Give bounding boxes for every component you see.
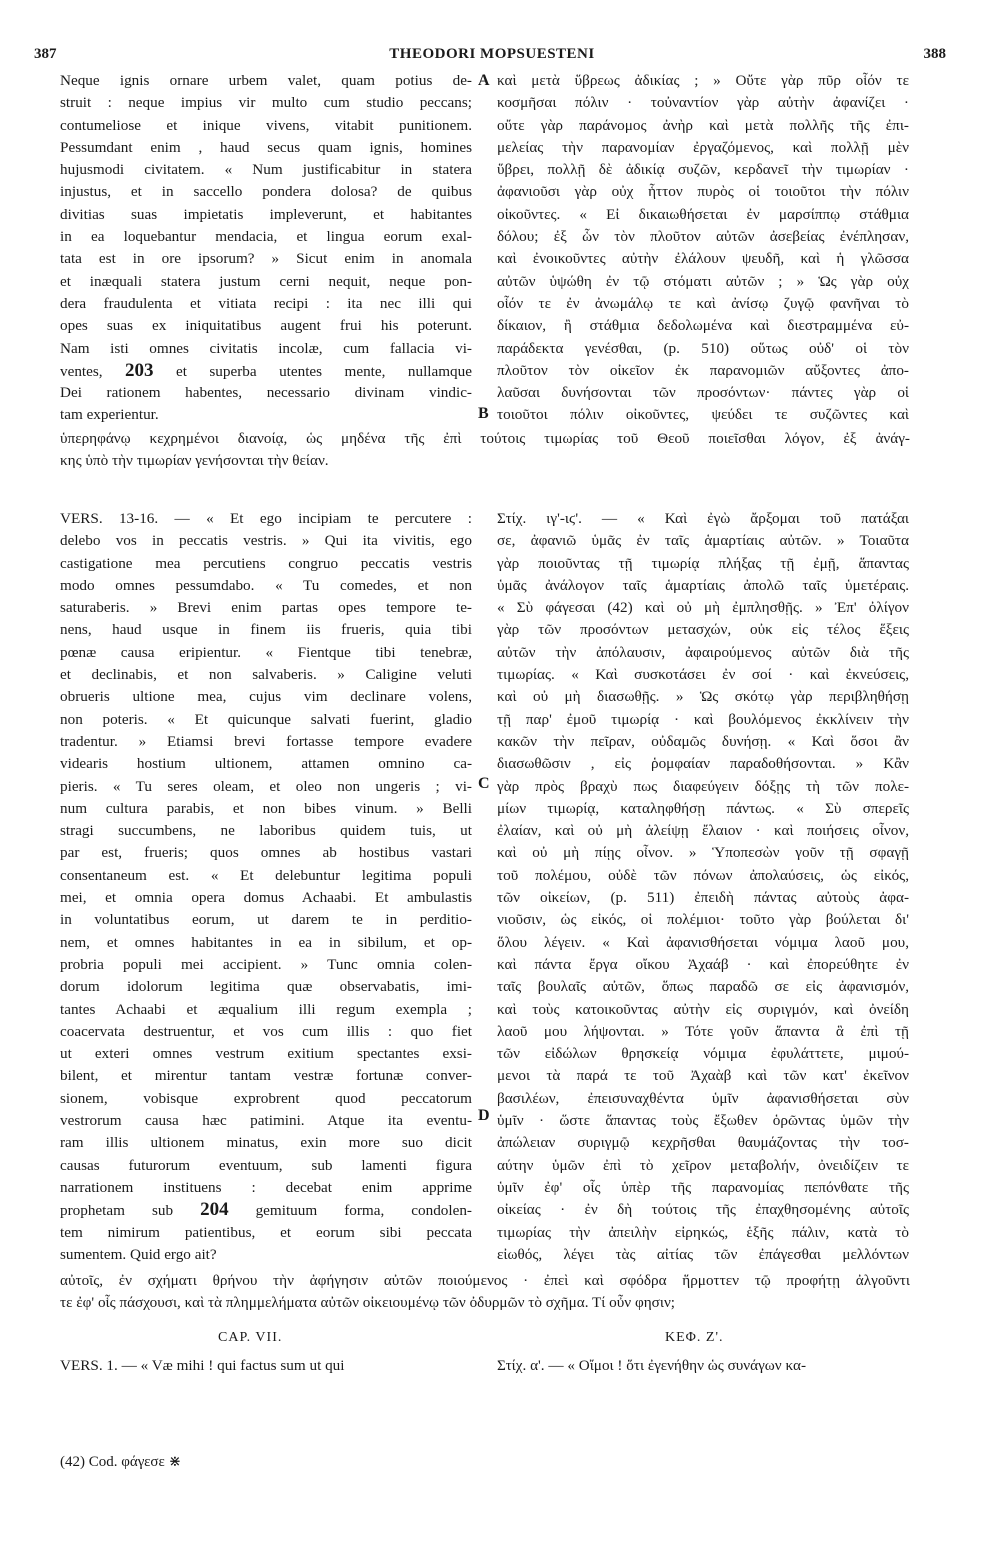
text-line: videaris hostium ultionem, attamen omnino ca-: [60, 755, 472, 773]
chapter-heading-latin: CAP. VII.: [218, 1330, 283, 1345]
text-line: αὐτῶν ὑψώθη ἐν τῷ στόματι αὐτῶν ; » Ὡς γὰρ οὐχ: [497, 272, 909, 290]
text-line: injustus, et in saccello pondera dolosa? de quibus: [60, 183, 472, 201]
text-line: αὐτοῖς, ἐν σχήματι θρήνου τὴν ἀφήγησιν αὐτῶν ποιούμενος · ἐπεὶ καὶ σφόδρα ἥρμοττεν τῷ προφήτῃ ἀλγοῦντι: [60, 1272, 910, 1289]
margin-letter-a: A: [478, 72, 490, 89]
text-line: saturaberis. » Brevi enim partas opes tempore te-: [60, 599, 472, 617]
text-line: opes suas ex iniquitatibus augent frui his poterunt.: [60, 317, 472, 335]
text-line: εἰωθός, λέγει τὰς αἰτίας τῶν ἐπάγεσθαι μελλόντων: [497, 1245, 909, 1263]
text-line: stragi succumbens, ne laboribus quidem tuis, ut: [60, 822, 472, 840]
footnote: (42) Cod. φάγεσε ⋇: [60, 1454, 182, 1470]
full-width-block-1: [60, 428, 910, 473]
text-line: μενοι τὰ παρά τε τοῦ Ἀχαὰβ καὶ τῶν κατ' ἐκεῖνον: [497, 1067, 909, 1085]
text-line: prophetam sub 204 gemituum forma, condolen-: [60, 1199, 472, 1221]
verse-greek: [497, 1355, 909, 1377]
text-line: Nam isti omnes civitatis incolæ, cum fallacia vi-: [60, 339, 472, 357]
text-line: οἰκοῦντες. « Εἰ δικαιωθήσεται ἐν μαρσίππῳ στάθμια: [497, 205, 909, 223]
text-line: vestrorum causa hæc patimini. Atque ita eventu-: [60, 1112, 472, 1130]
text-line: mei, et omnia opera domus Achaabi. Et ambulastis: [60, 889, 472, 907]
text-line: « Σὺ φάγεσαι (42) καὶ οὐ μὴ ἐμπλησθῇς. » Ἐπ' ὀλίγον: [497, 599, 909, 617]
text-line: probria populi mei accipient. » Tunc omnia colen-: [60, 955, 472, 973]
text-line: Dei rationem habentes, necessario divinam vindic-: [60, 384, 472, 402]
text-line: dorum idolorum legitima quæ observabatis, imi-: [60, 978, 472, 996]
text-line: VERS. 1. — « Væ mihi ! qui factus sum ut qui: [60, 1357, 345, 1374]
text-line: pieris. « Tu seres olеam, et oleo non ungeris ; vi-: [60, 777, 472, 795]
text-line: τοιοῦτοι πόλιν οἰκοῦντες, ψεύδει τε συζῶντες καὶ: [497, 406, 909, 424]
text-line: τε ἐφ' οἷς πάσχουσι, καὶ τὰ πλημμελήματα αὐτῶν οἰκειουμένῳ τῶν ὀδυρμῶν τὸ σχῆμα. Τί οὖν φησιν;: [60, 1294, 676, 1312]
text-line: σε, ἀφανιῶ ὑμᾶς ἐν ταῖς ἁμαρτίαις αὐτῶν. » Τοιαῦτα: [497, 532, 909, 550]
text-line: ὕβρει, πολλῇ δὲ ἀδικίᾳ συζῶν, κερδανεῖ τὴν τιμωρίαν ·: [497, 161, 909, 179]
margin-letter-c: C: [478, 775, 490, 792]
text-line: καὶ τοὺς κατοικοῦντας αὐτὴν εἰς συριγμόν, καὶ ὀνείδη: [497, 1000, 909, 1018]
text-line: struit : neque impius vir multo cum studio peccans;: [60, 94, 472, 112]
text-line: αύτην ὑμῶν ἐπὶ τὸ χεῖρον μεταβολήν, ὀνειδίζειν τε: [497, 1156, 909, 1174]
text-line: παράδεκτα γενέσθαι, (p. 510) οὕτως οὐδ' οἱ τὸν: [497, 339, 909, 357]
text-line: καὶ πάντα ἔργα οἴκου Ἀχαάβ · καὶ ἐπορεύθητε ἐν: [497, 955, 909, 973]
text-line: Στίχ. α'. — « Οἴμοι ! ὅτι ἐγενήθην ὡς συνάγων κα-: [497, 1357, 806, 1374]
text-line: delebo vos in peccatis vestris. » Qui ita vivitis, ego: [60, 532, 472, 550]
text-line: num cultura parabis, et non bibes vinum. » Belli: [60, 799, 472, 817]
text-line: μίων τιμωρίᾳ, καταληφθήσῃ πάντως. « Σὺ σπερεῖς: [497, 799, 909, 817]
text-line: ὑμῖν · ὥστε ἅπαντας τοὺς ἔξωθεν ὁρῶντας ὑμῶν τὴν: [497, 1112, 909, 1130]
text-line: οἰκείας · ἐν δὴ τούτοις τῆς ἐπαχθησομένης αὐτοῖς: [497, 1201, 909, 1219]
text-line: ἀπώλειαν συριγμῷ κεχρῆσθαι θαυμάζοντας τὴν τοσ-: [497, 1134, 909, 1152]
text-line: et declinabis, et non salvaberis. » Caligine veluti: [60, 666, 472, 684]
text-line: αὐτῶν τὴν ἀπόλαυσιν, ἀφαιρούμενος αὐτῶν διὰ τῆς: [497, 643, 909, 661]
text-line: hujusmodi civitatem. « Num justificabitur in statera: [60, 161, 472, 179]
text-line: οἷόν τε ἐν ἀνωμάλῳ τε καὶ ἀνίσῳ ζυγῷ φανῆναι τὸ: [497, 294, 909, 312]
margin-letter-d: D: [478, 1107, 490, 1124]
text-line: γὰρ τῶν προσόντων μετασχών, οὐκ εἰς τέλος ἕξεις: [497, 621, 909, 639]
text-line: καὶ οὐ μὴ πίῃς οἶνον. » Ὑποπεσὼν γοῦν τῇ σφαγῇ: [497, 844, 909, 862]
text-line: λαῦσαι δυνήσονται τῶν προσόντων· πάντες γὰρ οἱ: [497, 384, 909, 402]
text-line: tradentur. » Etiamsi brevi fortasse tempore evadere: [60, 732, 472, 750]
text-line: ἀφανιοῦσι γὰρ οὐχ ἧττον πυρὸς οἱ τοιοῦτοι τὴν πόλιν: [497, 183, 909, 201]
page-number-right: 388: [923, 46, 946, 62]
text-line: Στίχ. ιγ'-ιϛ'. — « Καὶ ἐγὼ ἄρξομαι τοῦ πατάξαι: [497, 510, 909, 527]
text-line: τῶν εἰδώλων θρησκείᾳ νόμιμα ἐφυλάττετε, μιμού-: [497, 1045, 909, 1063]
text-line: οὔτε γὰρ παράνομος ἀνὴρ καὶ μετὰ πολλῆς τῆς ἐπι-: [497, 116, 909, 134]
latin-column-mid: [60, 508, 472, 1266]
greek-column-mid: [497, 508, 909, 1266]
text-line: ταῖς βουλαῖς αὐτῶν, ὅπως παραδῶ σε εἰς ἀφανισμόν,: [497, 978, 909, 996]
page-header: [0, 46, 984, 70]
text-line: coacervata destruentur, et vos cum illis : quo fiet: [60, 1022, 472, 1040]
text-line: narrationem instituens : decebat enim apprime: [60, 1178, 472, 1196]
greek-column-top: [497, 70, 909, 427]
text-line: bilent, et mirentur tantam vestræ fortunæ conver-: [60, 1067, 472, 1085]
text-line: ὅλου λέγειν. « Καὶ ἀφανισθήσεται νόμιμα λαοῦ μου,: [497, 933, 909, 951]
text-line: tata est in ore ipsorum? » Sicut enim in anomala: [60, 250, 472, 268]
text-line: τοῦ πολέμου, οὐδὲ τῶν πόνων ἀπολαύσεις, ὡς εἰκός,: [497, 866, 909, 884]
text-line: ut exteri omnes vestrum exitium spectantes exsi-: [60, 1045, 472, 1063]
column-number: 203: [125, 359, 154, 381]
text-line: τιμωρίας τὴν ἀπειλὴν εἰρηκώς, ἑξῆς πάλιν, κατὰ τὸ: [497, 1223, 909, 1241]
text-line: τιμωρίας. « Καὶ συσκοτάσει ἐν σοί · καὶ ἐκνεύσεις,: [497, 666, 909, 684]
text-line: sionem, vobisque exprobrent quod peccatorum: [60, 1089, 472, 1107]
text-line: Neque ignis ornare urbem valet, quam potius de-: [60, 72, 472, 89]
text-line: κης ὑπὸ τὴν τιμωρίαν γενήσονται τὴν θείαν.: [60, 452, 329, 470]
text-line: πλοῦτον τὸν οἰκεῖον ἐκ παρανομιῶν αὔξοντες ἀπο-: [497, 361, 909, 379]
text-line: nens, haud usque in finem iis frueris, quia tibi: [60, 621, 472, 639]
text-line: obrueris ultione mea, cujus vim declinare volens,: [60, 688, 472, 706]
text-line: τῶν οἰκείων, (p. 511) ἐπειδὴ πάντας αὐτοὺς ἀφα-: [497, 889, 909, 907]
text-line: sumentem. Quid ergo ait?: [60, 1245, 217, 1263]
chapter-heading-greek: ΚΕΦ. Ζ'.: [665, 1330, 724, 1345]
full-width-block-2: [60, 1270, 910, 1315]
text-line: causas futurorum eventuum, sub lamenti figura: [60, 1156, 472, 1174]
text-line: ram illis ultionem minatus, exin more suo dicit: [60, 1134, 472, 1152]
text-line: tem nimirum patientibus, et eorum sibi peccata: [60, 1223, 472, 1241]
text-line: dera fraudulenta et vitiata recipi : ita nec illi qui: [60, 294, 472, 312]
text-line: VERS. 13-16. — « Et ego incipiam te percutere :: [60, 510, 472, 527]
text-line: γὰρ πρὸς βραχὺ πως διαφεύγειν δόξῃς τὴ τῶν πολε-: [497, 777, 909, 795]
text-line: κακῶν τὴν πεῖραν, οὐδαμῶς δυνήσῃ. « Καὶ ὅσοι ἂν: [497, 732, 909, 750]
text-line: ὑμᾶς ἀνάλογον ταῖς ἁμαρτίαις ἀπολῶ ταῖς ὑμετέραις.: [497, 576, 909, 594]
text-line: Pessumdant enim , haud secus quam ignis, homines: [60, 138, 472, 156]
text-line: ὑμῖν ἐφ' οἷς ὑπὲρ τῆς παρανομίας πεπόνθατε τῆς: [497, 1178, 909, 1196]
text-line: in voluntatibus eorum, ut darem te in perditio-: [60, 911, 472, 929]
latin-column-top: [60, 70, 472, 427]
column-number: 204: [200, 1199, 229, 1221]
text-line: μελείας τὴν παρανομίαν ἐργαζόμενος, καὶ πολλῇ μὲν: [497, 138, 909, 156]
text-line: διασωθῶσιν , εἰς ῥομφαίαν παραδοθήσονται. » Κἂν: [497, 755, 909, 773]
verse-latin: [60, 1355, 472, 1377]
text-line: nem, et omnes habitantes in ea in sibilum, et op-: [60, 933, 472, 951]
text-line: τῇ παρ' ἐμοῦ τιμωρίᾳ · καὶ βουλόμενος ἐκκλίνειν τὴν: [497, 710, 909, 728]
text-line: modo omnes pessumdabo. « Tu comedes, et non: [60, 576, 472, 594]
text-line: in ea loquebantur mendacia, et lingua eorum exal-: [60, 228, 472, 246]
text-line: βασιλέων, ἐπεισυναχθέντα ὑμῖν ἀφανισθήσεται σὺν: [497, 1089, 909, 1107]
page-number-left: 387: [34, 46, 57, 62]
text-line: contumeliose et inique vivens, vitabit punitionem.: [60, 116, 472, 134]
text-line: par est, frueris; quos omnes ab hostibus vastari: [60, 844, 472, 862]
text-line: tantes Achaabi et æqualium illi regum exempla ;: [60, 1000, 472, 1018]
text-line: castigatione mea percutiens congruo peccatis vestris: [60, 554, 472, 572]
text-line: consentaneum est. « Et delebuntur legitima populi: [60, 866, 472, 884]
text-line: tam experientur.: [60, 406, 159, 424]
text-line: ventes, 203 et superba utentes mente, nullamque: [60, 359, 472, 381]
text-line: καὶ οὐ μὴ διασωθῇς. » Ὡς σκότῳ γὰρ περιβληθήσῃ: [497, 688, 909, 706]
text-line: νιοῦσιν, ὡς εἰκός, οἱ πολέμιοι· τοῦτο γὰρ βούλεται δι': [497, 911, 909, 929]
text-line: λαοῦ μου λήψονται. » Τότε γοῦν ἅπαντα ἃ ἐπὶ τῇ: [497, 1022, 909, 1040]
text-line: pœnæ causa eripientur. « Fientque tibi tenebræ,: [60, 643, 472, 661]
text-line: δόλου; ἐξ ὧν τὸν πλοῦτον αὐτῶν ἀσεβείας ἐνέπλησαν,: [497, 228, 909, 246]
text-line: καὶ μετὰ ὕβρεως ἀδικίας ; » Οὔτε γὰρ πῦρ οἷόν τε: [497, 72, 909, 89]
text-line: δίκαιον, ἢ στάθμια δεδολωμένα καὶ διεστραμμένα εὐ-: [497, 317, 909, 335]
text-line: κοσμῆσαι πόλιν · τοὐναντίον γὰρ αὐτὴν ἀφανίζει ·: [497, 94, 909, 112]
text-line: non poteris. « Et quicunque salvati fuerint, gladio: [60, 710, 472, 728]
margin-letter-b: B: [478, 405, 489, 422]
text-line: et inæquali statera justum cerni nequit, neque pon-: [60, 272, 472, 290]
text-line: καὶ ἐνοικοῦντες αὐτὴν ἐλάλουν ψευδῆ, καὶ ἡ γλῶσσα: [497, 250, 909, 268]
running-title: THEODORI MOPSUESTENI: [389, 46, 595, 62]
text-line: γὰρ ποιοῦντας τῇ τιμωρίᾳ πλήξας τῇ ἐμῇ, ἅπαντας: [497, 554, 909, 572]
text-line: divitias suas impietatis impleverunt, et habitantes: [60, 205, 472, 223]
text-line: ὑπερηφάνῳ κεχρημένοι διανοίᾳ, ὡς μηδένα τῆς ἐπὶ τούτοις τιμωρίας τοῦ Θεοῦ ποιεῖσθαι λόγον, ἐξ ἀνάγ-: [60, 430, 910, 447]
text-line: ἐλαίαν, καὶ οὐ μὴ ἀλείψῃ ἔλαιον · καὶ ποιήσεις οἶνον,: [497, 822, 909, 840]
